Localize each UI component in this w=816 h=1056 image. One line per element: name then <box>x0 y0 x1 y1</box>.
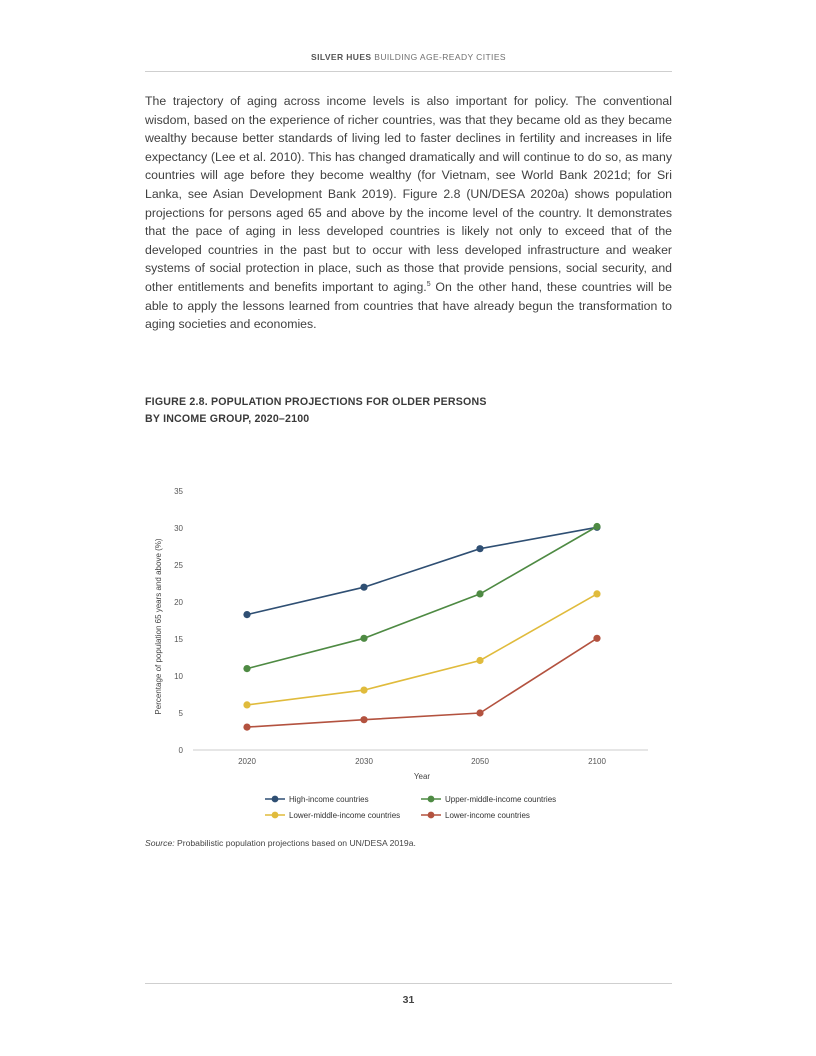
y-tick-label: 25 <box>174 561 183 570</box>
data-point <box>593 635 600 642</box>
page-number: 31 <box>402 994 415 1006</box>
data-point <box>360 584 367 591</box>
chart-legend <box>265 795 556 820</box>
legend-label: High-income countries <box>289 795 369 804</box>
source-text: Probabilistic population projections based on UN/DESA 2019a. <box>174 838 416 848</box>
x-tick-label: 2030 <box>355 757 373 766</box>
series-layer <box>243 523 600 731</box>
data-point <box>593 523 600 530</box>
y-tick-label: 30 <box>174 524 183 533</box>
y-tick-label: 0 <box>178 746 183 755</box>
data-point <box>360 716 367 723</box>
footer-rule <box>145 983 672 984</box>
source-label: Source: <box>145 838 175 848</box>
y-tick-label: 35 <box>174 487 183 496</box>
legend-swatch-marker <box>272 796 279 803</box>
series-line-3 <box>247 638 597 727</box>
series-subtitle: BUILDING AGE-READY CITIES <box>374 52 506 62</box>
data-point <box>476 590 483 597</box>
y-tick-label: 15 <box>174 635 183 644</box>
data-point <box>243 724 250 731</box>
x-tick-label: 2100 <box>588 757 606 766</box>
legend-swatch-marker <box>272 812 279 819</box>
y-axis-ticks <box>174 487 183 755</box>
legend-label: Lower-income countries <box>445 811 530 820</box>
data-point <box>476 545 483 552</box>
header-rule <box>145 71 672 72</box>
data-point <box>476 657 483 664</box>
body-text-main: The trajectory of aging across income levels is also important for policy. The conventional wisdom, based on the experience of richer countries, was that they became old as they became wealthy because better standards of living led to faster declines in fertility and increases in life expectancy (Lee et al. 2010). This has changed dramatically and will continue to do so, as many countries will age before they become wealthy (for Vietnam, see World Bank 2021d; for Sri Lanka, see Asian Development Bank 2019). Figure 2.8 (UN/DESA 2020a) shows population projections for persons aged 65 and above by the income level of the country. It demonstrates that the pace of aging in less developed countries is likely not only to exceed that of the developed countries in the past but to occur with less developed infrastructure and weaker systems of social protection in place, such as those that provide pensions, social security, and other entitlements and benefits important to aging. <box>145 94 672 294</box>
legend-swatch-marker <box>428 796 435 803</box>
data-point <box>243 611 250 618</box>
figure-title-line-1: FIGURE 2.8. POPULATION PROJECTIONS FOR OLDER PERSONS <box>145 396 487 408</box>
y-tick-label: 20 <box>174 598 183 607</box>
running-head <box>145 52 672 62</box>
body-text-tail: On the other hand, these countries will be able to apply the lessons learned from countries that have already begun the transformation to aging societies and economies. <box>145 279 672 332</box>
data-point <box>476 709 483 716</box>
y-tick-label: 10 <box>174 672 183 681</box>
x-tick-label: 2020 <box>238 757 256 766</box>
figure-title <box>145 394 565 428</box>
figure-title-line-2: BY INCOME GROUP, 2020–2100 <box>145 413 310 425</box>
footnote-reference[interactable]: 5 <box>426 280 431 288</box>
data-point <box>243 665 250 672</box>
y-axis-title: Percentage of population 65 years and above (%) <box>154 538 163 715</box>
legend-swatch-marker <box>428 812 435 819</box>
source-note <box>145 838 672 848</box>
series-title: SILVER HUES <box>311 52 372 62</box>
body-paragraph <box>145 92 672 334</box>
line-chart <box>145 470 665 830</box>
x-tick-label: 2050 <box>471 757 489 766</box>
series-line-2 <box>247 594 597 705</box>
data-point <box>593 590 600 597</box>
data-point <box>360 635 367 642</box>
x-axis-title: Year <box>413 772 431 781</box>
legend-label: Lower-middle-income countries <box>289 811 401 820</box>
x-axis-ticks <box>238 757 606 766</box>
data-point <box>243 701 250 708</box>
series-line-0 <box>247 527 597 614</box>
y-tick-label: 5 <box>178 709 183 718</box>
series-line-1 <box>247 527 597 669</box>
legend-label: Upper-middle-income countries <box>445 795 557 804</box>
data-point <box>360 687 367 694</box>
